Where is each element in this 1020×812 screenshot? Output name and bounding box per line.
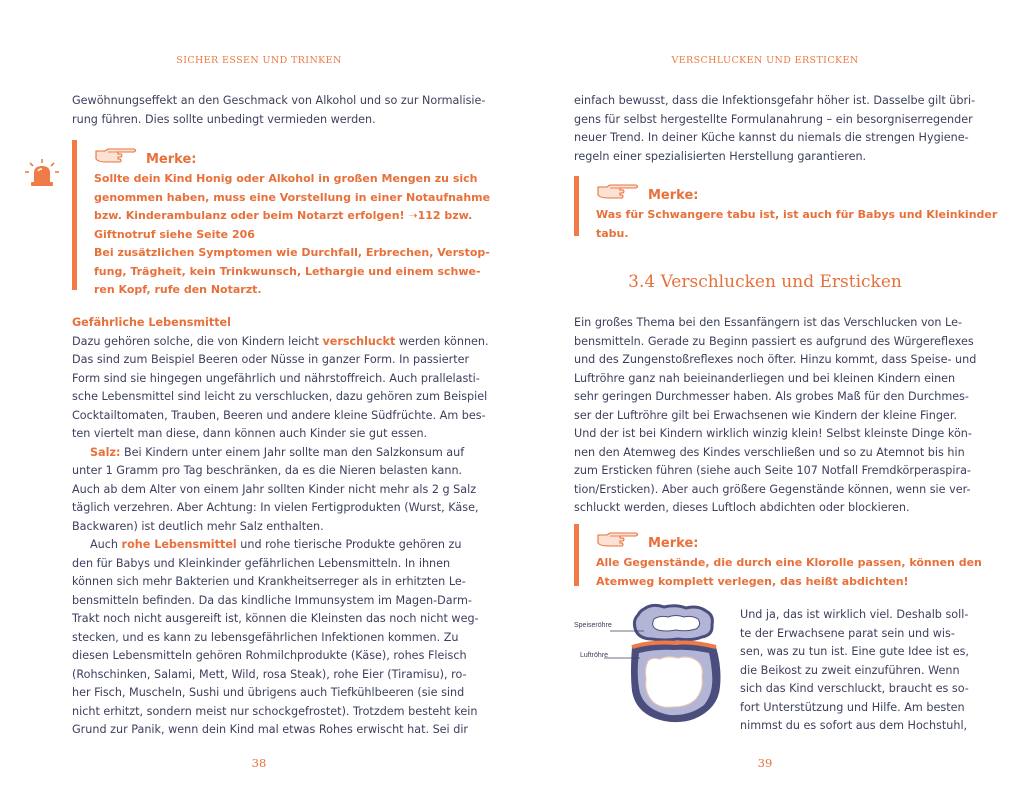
text-line: Form sind sie hingegen ungefährlich und nährstoffreich. Auch prallelasti-	[72, 371, 480, 385]
text-line: Ein großes Thema bei den Essanfängern ist das Verschlucken von Le-	[574, 316, 963, 329]
pointing-hand-icon	[596, 528, 640, 550]
text-line: diesen Lebensmitteln gehören Rohmilchprodukte (Käse), rohes Fleisch	[72, 649, 467, 662]
text-line: tion/Ersticken). Aber auch größere Gegenstände können, wenn sie ver-	[574, 482, 971, 496]
highlight-salz: Salz:	[90, 445, 121, 459]
text-line: sehr geringen Durchmesser haben. Als grobes Maß für den Durchmes-	[574, 390, 969, 403]
text-line: und des Zungenstoßreflexes noch öfter. Hinzu kommt, dass Speise- und	[574, 353, 977, 366]
text-line: fung, Trägheit, kein Trinkwunsch, Lethargie und einem schwe-	[94, 264, 481, 278]
text-line	[72, 333, 489, 352]
text-line: genommen haben, muss eine Vorstellung in einer Notaufnahme	[94, 190, 491, 204]
merke-box-right-1	[574, 176, 998, 240]
text-line: Sollte dein Kind Honig oder Alkohol in großen Mengen zu sich	[94, 172, 478, 185]
merke-title: Merke:	[648, 535, 699, 551]
text-line: Und ja, das ist wirklich viel. Deshalb soll-	[740, 608, 969, 621]
merke-box-left	[72, 140, 491, 296]
text-line: nicht erhitzt, sondern meist nur schockgefrostet). Trotzdem besteht kein	[72, 704, 478, 718]
text-run: Dazu gehören solche, die von Kindern leicht	[72, 334, 323, 348]
running-head-left: SICHER ESSEN UND TRINKEN	[176, 55, 342, 66]
merke-text	[596, 554, 982, 591]
merke-header	[596, 524, 966, 554]
text-line: Atemweg komplett verlegen, das heißt abdichten!	[596, 574, 909, 588]
airway-cross-section-illustration	[572, 603, 732, 725]
text-run: werden können.	[395, 334, 489, 348]
text-run: Auch	[90, 538, 122, 551]
text-line: unter 1 Gramm pro Tag beschränken, da es die Nieren belasten kann.	[72, 464, 463, 477]
merke-box-right-2	[574, 524, 982, 588]
text-line: Trakt noch nicht ausgereift ist, können die Kleinsten das noch nicht weg-	[72, 612, 479, 625]
text-line: täglich verzehren. Aber Achtung: In vielen Fertigprodukten (Wurst, Käse,	[72, 501, 479, 514]
text-line: Luftröhre ganz nah beieinanderliegen und bei kleinen Kindern einen	[574, 371, 956, 385]
body-text-left	[72, 314, 489, 740]
text-line: her Fisch, Muscheln, Sushi und übrigens auch Tiefkühlbeeren (sie sind	[72, 686, 465, 699]
text-line: tabu.	[596, 226, 629, 240]
text-line: Und der ist bei Kindern wirklich winzig klein! Selbst kleinste Dinge kön-	[574, 427, 972, 440]
text-line	[72, 536, 462, 555]
text-line: bensmitteln befinden. Da das kindliche Immunsystem im Magen-Darm-	[72, 593, 472, 607]
text-line: gens für selbst hergestellte Formulanahrung – ein besorgniserregender	[574, 112, 973, 126]
text-line: sich das Kind verschluckt, braucht es so-	[740, 682, 969, 695]
text-line: ten viertelt man diese, dann können auch Kinder sie gut essen.	[72, 427, 428, 440]
text-line: sen, was zu tun ist. Eine gute Idee ist es,	[740, 645, 969, 658]
section-heading: Gefährliche Lebensmittel	[72, 316, 231, 329]
merke-text	[596, 206, 998, 243]
text-line: schluckt werden, dieses Luftloch abdichten oder blockieren.	[574, 501, 910, 514]
figure-label-trachea: Luftröhre	[580, 652, 609, 659]
body-text-right	[574, 314, 977, 518]
text-line: ren Kopf, rufe den Notarzt.	[94, 283, 262, 296]
text-line: den für Babys und Kleinkinder gefährlichen Lebensmitteln. In ihnen	[72, 556, 451, 570]
text-line: ser der Luftröhre gilt bei Erwachsenen wie Kindern der kleine Finger.	[574, 408, 957, 422]
text-line: te der Erwachsene parat sein und wis-	[740, 626, 955, 640]
text-line: Backwaren) ist deutlich mehr Salz enthalten.	[72, 519, 324, 533]
text-line: neuer Trend. In deiner Küche kannst du niemals die strengen Hygiene-	[574, 131, 969, 144]
alarm-light-icon	[24, 158, 60, 190]
page-number-right: 39	[757, 756, 773, 770]
text-line: regeln einer spezialisierten Herstellung garantieren.	[574, 149, 867, 163]
running-head-right: VERSCHLUCKEN UND ERSTICKEN	[671, 55, 859, 66]
intro-paragraph-right	[574, 92, 976, 166]
merke-header	[94, 140, 464, 170]
text-line: Das sind zum Beispiel Beeren oder Nüsse in ganzer Form. In passierter	[72, 353, 470, 366]
merke-title: Merke:	[146, 151, 197, 167]
text-line: können sich mehr Bakterien und Krankheitserreger als in erhitzten Le-	[72, 575, 466, 588]
text-line: sche Lebensmittel sind leicht zu verschlucken, dazu gehören zum Beispiel	[72, 390, 488, 403]
text-run: Bei Kindern unter einem Jahr sollte man den Salzkonsum auf	[120, 445, 465, 459]
text-line: stecken, und es kann zu lebensgefährlichen Infektionen kommen. Zu	[72, 630, 459, 644]
text-line: (Rohschinken, Salami, Mett, Wild, rosa Steak), rohe Eier (Tiramisu), ro-	[72, 667, 467, 681]
pointing-hand-icon	[94, 144, 138, 166]
pointing-hand-icon	[596, 180, 640, 202]
intro-paragraph-left	[72, 92, 486, 129]
text-line: einfach bewusst, dass die Infektionsgefahr höher ist. Dasselbe gilt übri-	[574, 94, 976, 107]
text-line: Gewöhnungseffekt an den Geschmack von Alkohol und so zur Normalisie-	[72, 94, 486, 107]
text-line: Cocktailtomaten, Trauben, Beeren und andere kleine Südfrüchte. Am bes-	[72, 408, 486, 422]
text-line: nen den Atemweg des Kindes verschließen und so zu Atemnot bis hin	[574, 445, 965, 459]
text-line: Alle Gegenstände, die durch eine Klorolle passen, können den	[596, 556, 982, 569]
merke-header	[596, 176, 966, 206]
chapter-title: 3.4 Verschlucken und Ersticken	[628, 272, 902, 292]
text-line	[72, 444, 465, 463]
text-line: bzw. Kinderambulanz oder beim Notarzt erfolgen! ➝112 bzw.	[94, 209, 473, 222]
text-line: Was für Schwangere tabu ist, ist auch für Babys und Kleinkinder	[596, 208, 998, 221]
text-line: Bei zusätzlichen Symptomen wie Durchfall, Erbrechen, Verstop-	[94, 246, 490, 259]
figure-label-esophagus: Speiseröhre	[574, 622, 612, 629]
highlight-verschluckt: verschluckt	[322, 334, 396, 348]
text-line: fort Unterstützung und Hilfe. Am besten	[740, 700, 965, 714]
text-line: zum Ersticken führen (siehe auch Seite 107 Notfall Fremdkörperaspira-	[574, 464, 971, 477]
page-number-left: 38	[251, 756, 267, 770]
text-line: bensmitteln. Gerade zu Beginn passiert es aufgrund des Würgereflexes	[574, 334, 974, 348]
text-line: Grund zur Panik, wenn dein Kind mal etwas Rohes erwischt hat. Sei dir	[72, 723, 469, 736]
merke-title: Merke:	[648, 187, 699, 203]
text-line: Giftnotruf siehe Seite 206	[94, 227, 255, 241]
text-line: nimmst du es sofort aus dem Hochstuhl,	[740, 719, 968, 732]
body-text-right-beside-figure	[740, 606, 969, 736]
text-line: Auch ab dem Alter von einem Jahr sollten Kinder nicht mehr als 2 g Salz	[72, 482, 477, 496]
merke-text	[94, 170, 491, 300]
text-line: die Beikost zu zweit einzuführen. Wenn	[740, 663, 960, 677]
text-run: und rohe tierische Produkte gehören zu	[236, 538, 462, 551]
text-line: rung führen. Dies sollte unbedingt vermieden werden.	[72, 112, 376, 126]
highlight-rohe-lebensmittel: rohe Lebensmittel	[121, 538, 237, 551]
